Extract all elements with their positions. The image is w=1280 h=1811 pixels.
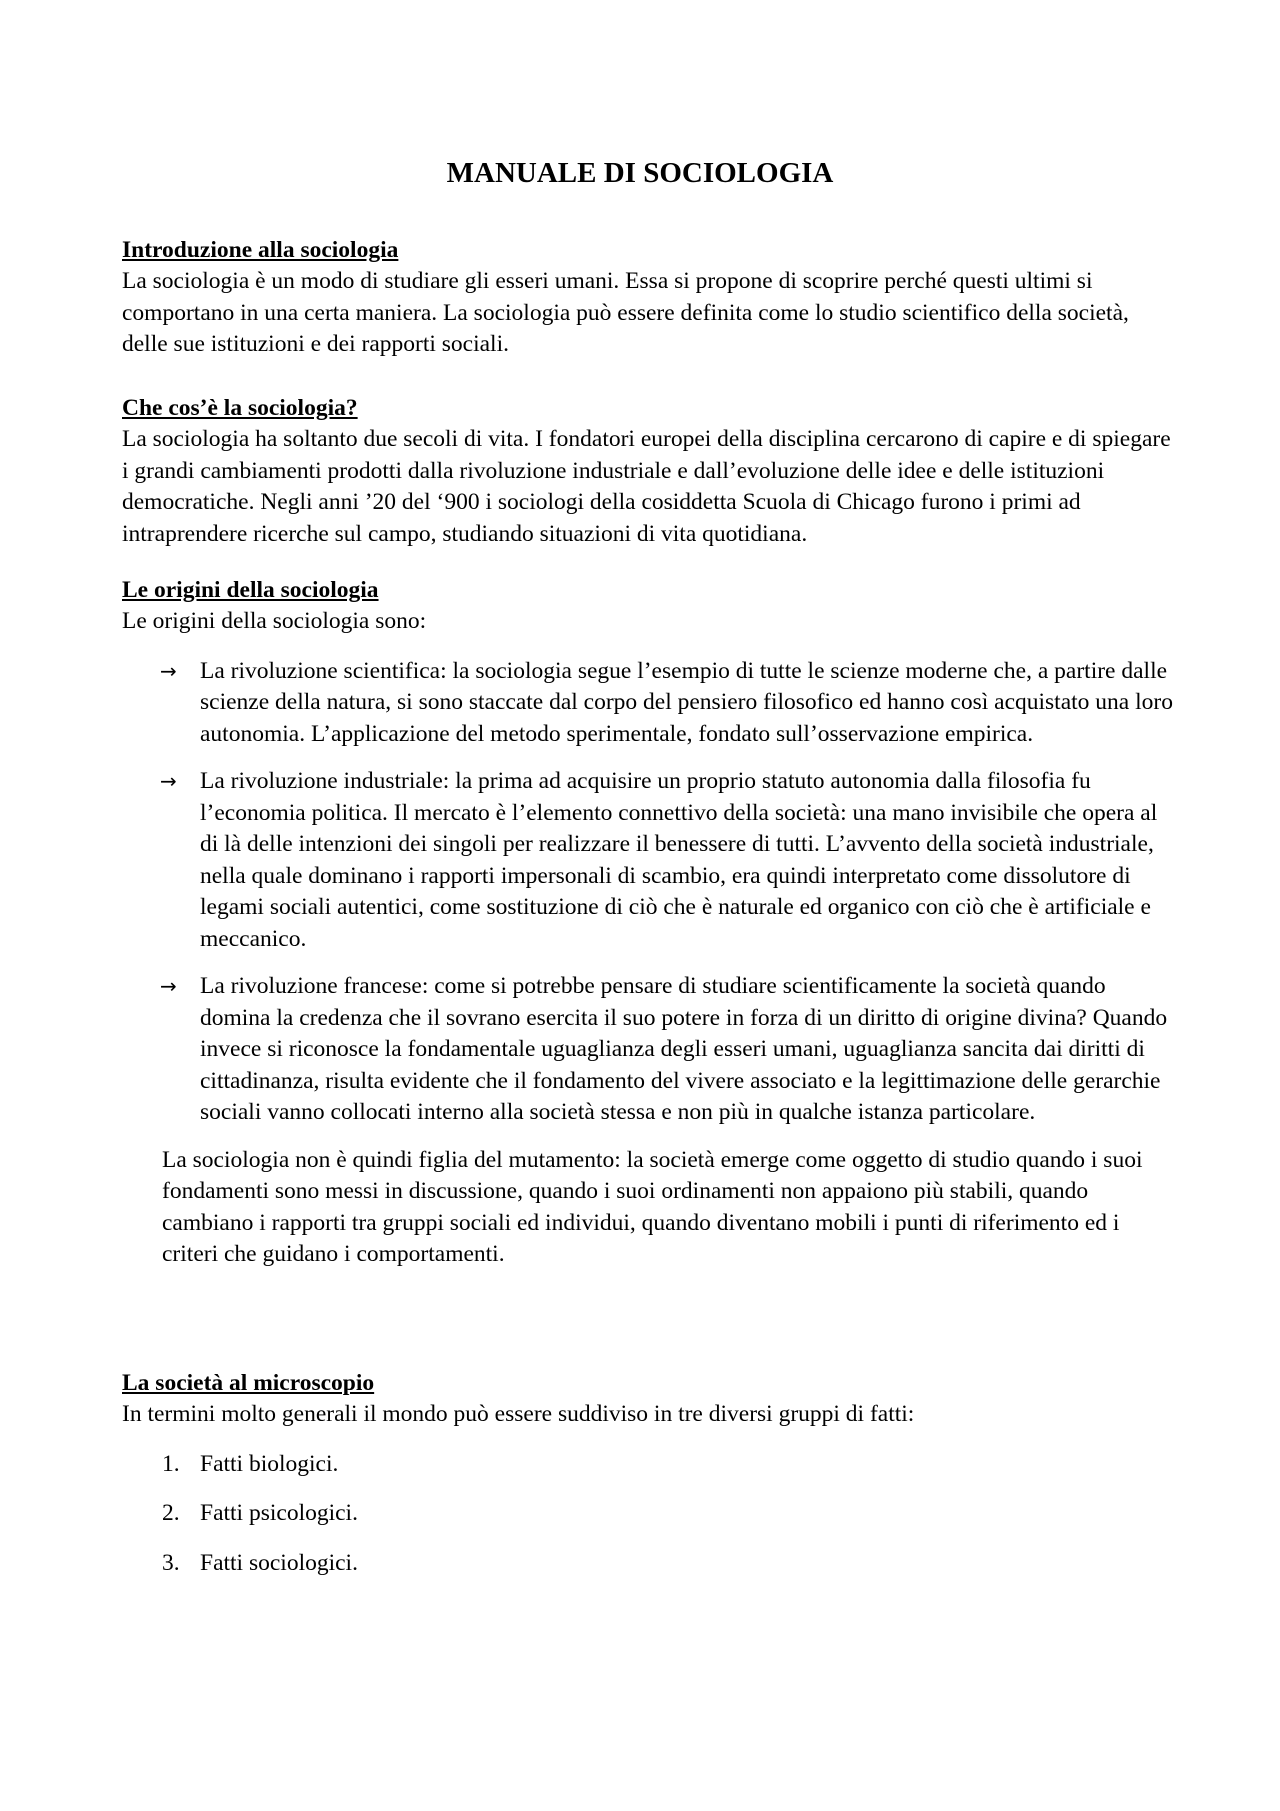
arrow-icon: →: [160, 658, 177, 683]
list-item: [122, 766, 1174, 955]
list-item-text: La rivoluzione scientifica: la sociologia segue l’esempio di tutte le scienze moderne che, a partire dalle scienze della natura, si sono staccate dal corpo del pensiero filosofico ed hanno così acquistato una loro autonomia. L’applicazione del metodo sperimentale, fondato sull’osservazione empirica.: [200, 657, 1173, 747]
list-number: 1.: [162, 1450, 180, 1477]
section-conclusion: La sociologia non è quindi figlia del mutamento: la società emerge come oggetto di studio quando i suoi fondamenti sono messi in discussione, quando i suoi ordinamenti non appaiono più stabili, quando cambiano i rapporti tra gruppi sociali ed individui, quando diventano mobili i punti di riferimento ed i criteri che guidano i comportamenti.: [162, 1146, 1143, 1267]
list-item: [122, 1548, 1174, 1580]
list-item: [122, 1449, 1174, 1481]
list-item: [122, 656, 1174, 751]
numbered-list: [122, 1449, 1174, 1580]
section-che-cos-e: [122, 393, 1174, 550]
list-item-text: Fatti biologici.: [200, 1450, 339, 1477]
list-item-text: Fatti psicologici.: [200, 1500, 358, 1526]
section-heading: Che cos’è la sociologia?: [122, 395, 358, 421]
list-item: [122, 1498, 1174, 1530]
list-item: [122, 971, 1174, 1129]
arrow-icon: →: [160, 769, 177, 793]
section-microscopio: [122, 1368, 1174, 1579]
section-origini: [122, 575, 1174, 1271]
section-heading: Le origini della sociologia: [122, 577, 379, 603]
section-paragraph: La sociologia ha soltanto due secoli di vita. I fondatori europei della disciplina cercarono di capire e di spiegare i grandi cambiamenti prodotti dalla rivoluzione industriale e dall’evoluzione delle idee e delle istituzioni democratiche. Negli anni ’20 del ‘900 i sociologi della cosiddetta Scuola di Chicago furono i primi ad intraprendere ricerche sul campo, studiando situazioni di vita quotidiana.: [122, 426, 1171, 547]
section-heading: La società al microscopio: [122, 1370, 375, 1396]
section-intro: In termini molto generali il mondo può essere suddiviso in tre diversi gruppi di fatti:: [122, 1401, 915, 1427]
section-introduzione: [122, 235, 1174, 361]
bullet-list: [122, 656, 1174, 1129]
list-item-text: La rivoluzione industriale: la prima ad acquisire un proprio statuto autonomia dalla filosofia fu l’economia politica. Il mercato è l’elemento connettivo della società: una mano invisibile che opera al di là delle intenzioni dei singoli per realizzare il benessere di tutti. L’avvento della società industriale, nella quale dominano i rapporti impersonali di scambio, era quindi interpretato come dissolutore di legami sociali autentici, come sostituzione di ciò che è naturale ed organico con ciò che è artificiale e meccanico.: [200, 768, 1158, 952]
list-number: 3.: [162, 1549, 180, 1576]
list-number: 2.: [162, 1500, 180, 1526]
document-title: MANUALE DI SOCIOLOGIA: [446, 157, 834, 189]
section-intro: Le origini della sociologia sono:: [122, 608, 427, 634]
section-paragraph: La sociologia è un modo di studiare gli esseri umani. Essa si propone di scoprire perché questi ultimi si comportano in una certa maniera. La sociologia può essere definita come lo studio scientifico della società, delle sue istituzioni e dei rapporti sociali.: [122, 268, 1129, 357]
list-item-text: Fatti sociologici.: [200, 1549, 358, 1576]
arrow-icon: →: [160, 974, 177, 998]
section-heading: Introduzione alla sociologia: [122, 237, 399, 263]
list-item-text: La rivoluzione francese: come si potrebbe pensare di studiare scientificamente la società quando domina la credenza che il sovrano esercita il suo potere in forza di un diritto di origine divina? Quando invece si riconosce la fondamentale uguaglianza degli esseri umani, uguaglianza sancita dai diritti di cittadinanza, risulta evidente che il fondamento del vivere associato e la legittimazione delle gerarchie sociali vanno collocati interno alla società stessa e non più in qualche istanza particolare.: [200, 973, 1168, 1125]
